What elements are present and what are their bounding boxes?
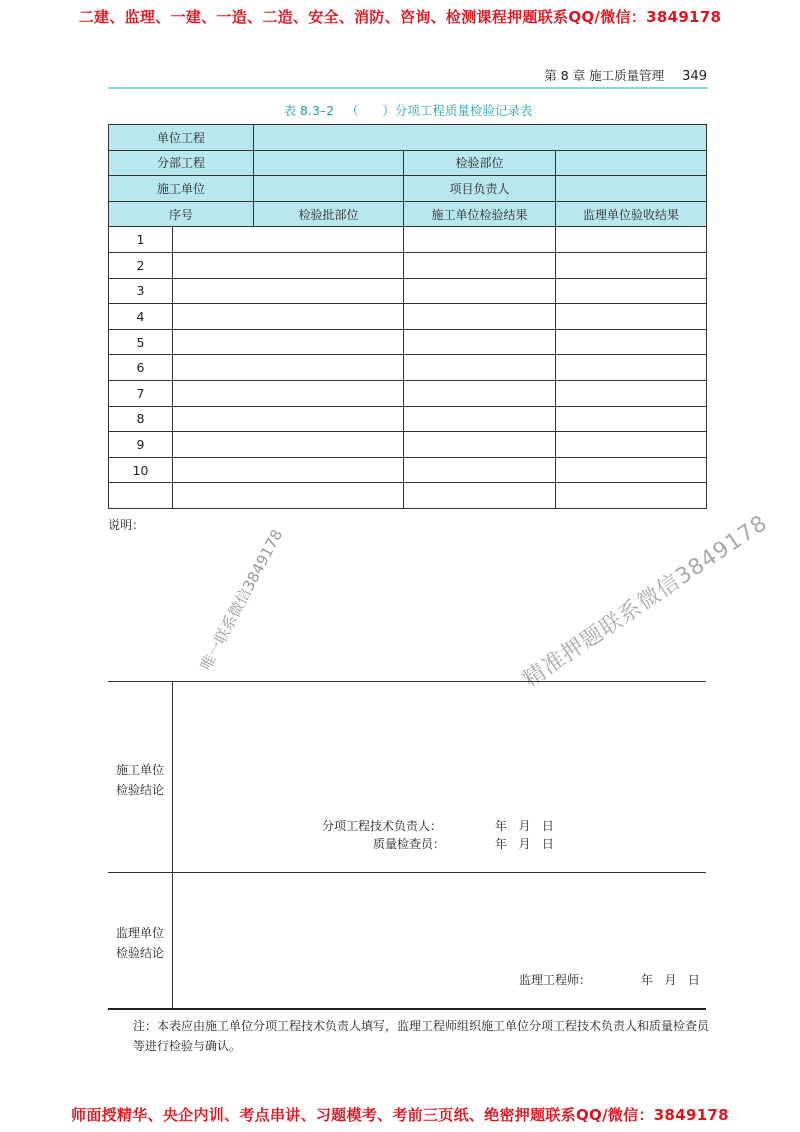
construction-result-cell[interactable] [404,406,556,432]
supervision-result-cell[interactable] [556,457,707,483]
supervision-result-cell[interactable] [556,355,707,381]
technical-leader-date[interactable]: 年 月 日 [495,819,554,833]
table-row [109,406,707,432]
technical-leader-label: 分项工程技术负责人： [322,819,443,833]
watermark-right: 精准押题联系微信3849178 [518,510,773,693]
row-number: 6 [109,355,173,381]
construction-result-cell[interactable] [404,457,556,483]
supervision-result-cell[interactable] [556,252,707,278]
batch-part-cell[interactable] [173,227,404,253]
chapter-title: 第 8 章 施工质量管理 [544,68,665,83]
supervision-engineer-label: 监理工程师： [519,973,592,987]
conclusion-top-rule [108,681,706,682]
division-project-row [109,150,707,176]
batch-part-cell[interactable] [173,432,404,458]
construction-result-cell[interactable] [404,304,556,330]
construction-label-line2: 检验结论 [115,783,164,797]
construction-result-cell[interactable] [404,432,556,458]
conclusion-column-divider [172,681,173,1008]
construction-label-line1: 施工单位 [115,763,164,777]
construction-result-cell[interactable] [404,483,556,509]
inspection-record-table [108,124,707,509]
supervision-label-line2: 检验结论 [115,946,164,960]
supervision-engineer-date[interactable]: 年 月 日 [641,973,700,987]
footnote: 注：本表应由施工单位分项工程技术负责人填写，监理工程师组织施工单位分项工程技术负责人和质量检查员等进行检验与确认。 [133,1019,710,1053]
quality-inspector-label: 质量检查员： [373,837,446,851]
note-label: 说明： [108,518,145,532]
supervision-result-cell[interactable] [556,406,707,432]
row-number: 7 [109,380,173,406]
column-header-batch-part: 检验批部位 [254,201,404,227]
table-row [109,227,707,253]
construction-unit-label: 施工单位 [109,176,254,202]
table-row [109,252,707,278]
watermark-left: 唯一联系微信3849178 [196,526,287,674]
row-number: 3 [109,278,173,304]
construction-result-cell[interactable] [404,329,556,355]
table-row [109,278,707,304]
unit-project-row [109,125,707,151]
table-row [109,355,707,381]
column-header-seq: 序号 [109,201,254,227]
table-row [109,304,707,330]
construction-unit-row [109,176,707,202]
project-leader-field[interactable] [556,176,707,202]
batch-part-cell[interactable] [173,483,404,509]
row-number: 8 [109,406,173,432]
column-header-construction-result: 施工单位检验结果 [404,201,556,227]
column-header-row [109,201,707,227]
batch-part-cell[interactable] [173,380,404,406]
row-number: 10 [109,457,173,483]
batch-part-cell[interactable] [173,355,404,381]
conclusion-divider [108,872,706,873]
supervision-conclusion-label [108,923,172,963]
table-row [109,432,707,458]
supervision-result-cell[interactable] [556,278,707,304]
construction-result-cell[interactable] [404,278,556,304]
bottom-banner: 师面授精华、央企内训、考点串讲、习题模考、考前三页纸、绝密押题联系QQ/微信：3849178 [71,1106,729,1124]
batch-part-cell[interactable] [173,278,404,304]
row-number: 9 [109,432,173,458]
table-row [109,483,707,509]
supervision-result-cell[interactable] [556,304,707,330]
page-number: 349 [682,69,707,84]
column-header-supervision-result: 监理单位验收结果 [556,201,707,227]
construction-result-cell[interactable] [404,227,556,253]
row-number: 5 [109,329,173,355]
supervision-result-cell[interactable] [556,380,707,406]
top-banner: 二建、监理、一建、一造、二造、安全、消防、咨询、检测课程押题联系QQ/微信：3849178 [78,8,722,26]
division-project-label: 分部工程 [109,150,254,176]
supervision-result-cell[interactable] [556,483,707,509]
supervision-result-cell[interactable] [556,329,707,355]
supervision-result-cell[interactable] [556,432,707,458]
construction-unit-field[interactable] [254,176,404,202]
row-number: 4 [109,304,173,330]
batch-part-cell[interactable] [173,329,404,355]
table-row [109,380,707,406]
project-leader-label: 项目负责人 [404,176,556,202]
batch-part-cell[interactable] [173,457,404,483]
supervision-result-cell[interactable] [556,227,707,253]
row-number: 1 [109,227,173,253]
table-title: 表 8.3–2 （ ）分项工程质量检验记录表 [283,103,533,118]
batch-part-cell[interactable] [173,406,404,432]
construction-result-cell[interactable] [404,380,556,406]
table-row [109,329,707,355]
batch-part-cell[interactable] [173,304,404,330]
running-head [544,66,707,84]
quality-inspector-date[interactable]: 年 月 日 [495,837,554,851]
row-number [109,483,173,509]
construction-result-cell[interactable] [404,355,556,381]
batch-part-cell[interactable] [173,252,404,278]
conclusion-bottom-rule [108,1008,706,1010]
construction-conclusion-label [108,760,172,800]
supervision-label-line1: 监理单位 [115,926,164,940]
inspection-part-label: 检验部位 [404,150,556,176]
inspection-part-field[interactable] [556,150,707,176]
table-row [109,457,707,483]
unit-project-field[interactable] [254,125,707,151]
unit-project-label: 单位工程 [109,125,254,151]
division-project-field[interactable] [254,150,404,176]
construction-result-cell[interactable] [404,252,556,278]
row-number: 2 [109,252,173,278]
header-rule [108,87,708,89]
